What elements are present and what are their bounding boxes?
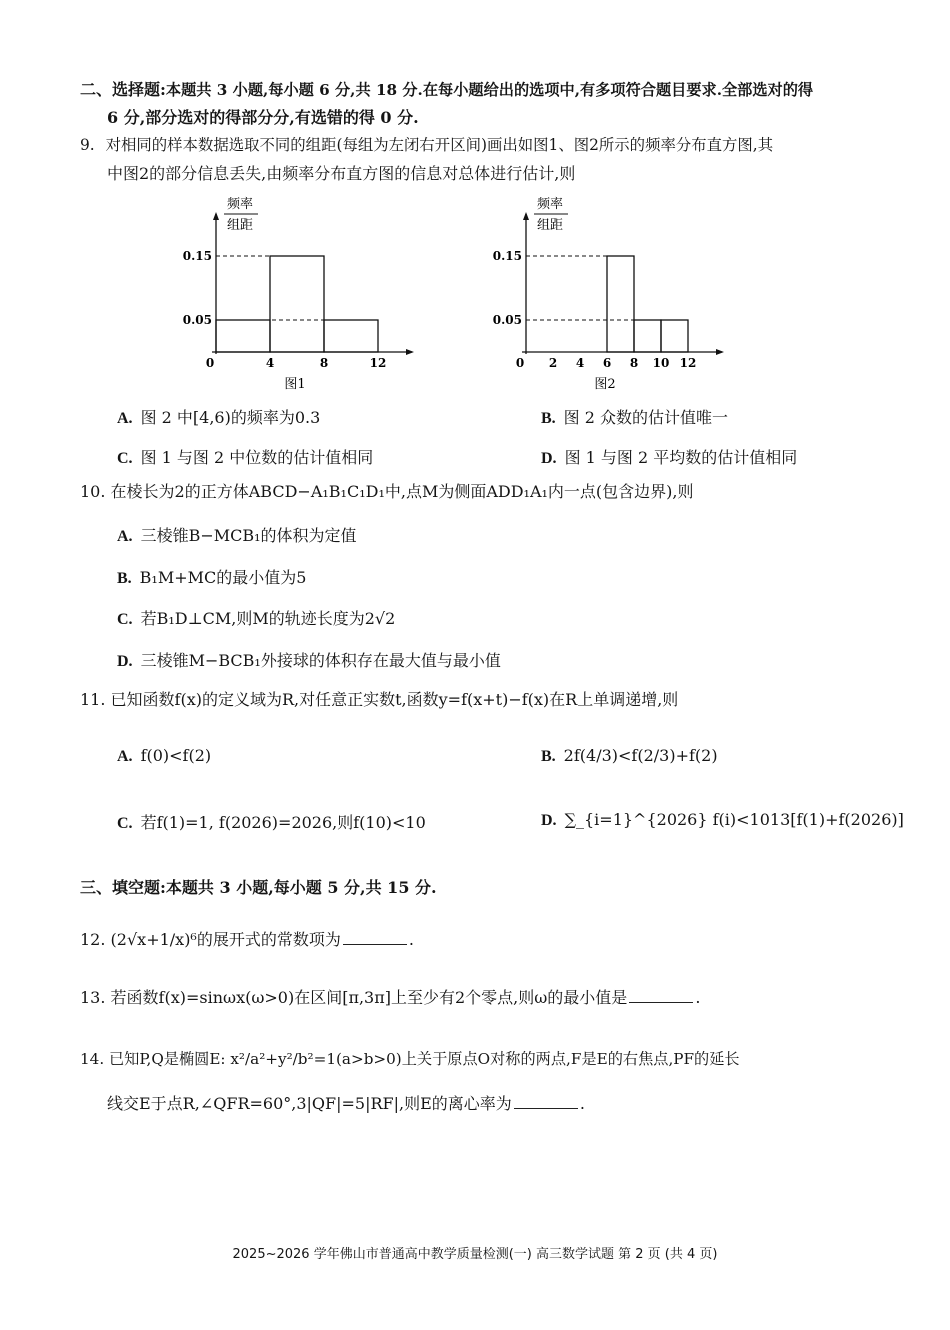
chart1-x-axis-arrow xyxy=(406,349,414,355)
q10-option-b-label: B. xyxy=(117,570,132,587)
q12-end: . xyxy=(408,930,414,949)
q10-option-d xyxy=(117,648,501,671)
q11-number: 11. xyxy=(80,690,106,709)
q9-option-b xyxy=(541,405,728,428)
q11-option-a-text: f(0)<f(2) xyxy=(140,746,212,765)
chart1-x-tick-label: 4 xyxy=(265,356,275,370)
chart1-plot xyxy=(183,212,414,370)
q10-option-a-text: 三棱锥B−MCB₁的体积为定值 xyxy=(140,526,357,545)
section2-header xyxy=(80,80,813,99)
q11-option-a xyxy=(117,746,211,766)
section2-instructions-line1: 本题共 3 小题,每小题 6 分,共 18 分.在每小题给出的选项中,有多项符合题目要求.全部选对的得 xyxy=(165,81,814,99)
section3-header xyxy=(80,878,437,897)
chart1-y-tick-label: 0.05 xyxy=(182,313,212,327)
chart2-x-tick-label: 6 xyxy=(602,356,612,370)
chart1-title: 图1 xyxy=(284,377,306,392)
chart2-x-tick-label: 4 xyxy=(575,356,585,370)
chart2-bar xyxy=(634,320,661,352)
chart2-plot xyxy=(493,212,724,370)
chart1-bar xyxy=(270,256,324,352)
q12 xyxy=(80,930,414,949)
q9-option-a-text: 图 2 中[4,6)的频率为0.3 xyxy=(140,408,321,427)
q13-number: 13. xyxy=(80,988,106,1007)
q9-option-b-text: 图 2 众数的估计值唯一 xyxy=(563,408,729,427)
q11-stem xyxy=(80,690,678,709)
q9-number: 9. xyxy=(80,136,95,154)
q10-option-a-label: A. xyxy=(117,528,133,545)
q11-option-d-label: D. xyxy=(541,812,557,829)
q11-option-c-text: 若f(1)=1, f(2026)=2026,则f(10)<10 xyxy=(140,813,426,832)
q9-option-c-text: 图 1 与图 2 中位数的估计值相同 xyxy=(140,448,374,467)
q12-answer-blank[interactable] xyxy=(343,930,407,945)
histogram-figure-1 xyxy=(180,192,430,397)
chart2-ylabel-bottom: 组距 xyxy=(537,218,564,233)
q12-number: 12. xyxy=(80,930,106,949)
q9-stem-line1 xyxy=(80,136,773,154)
q12-text: (2√x+1/x)⁶的展开式的常数项为 xyxy=(110,930,341,949)
chart2-x-tick-label: 2 xyxy=(548,356,558,370)
q11-text: 已知函数f(x)的定义域为R,对任意正实数t,函数y=f(x+t)−f(x)在R上单调递增,则 xyxy=(110,690,679,709)
q10-number: 10. xyxy=(80,482,106,501)
chart1-y-tick-label: 0.15 xyxy=(182,249,212,263)
q11-option-c-label: C. xyxy=(117,815,133,832)
chart2-x-axis-arrow xyxy=(716,349,724,355)
q10-option-d-label: D. xyxy=(117,653,133,670)
chart2-bar xyxy=(607,256,634,352)
q9-option-d-text: 图 1 与图 2 平均数的估计值相同 xyxy=(564,448,798,467)
q10-option-c-label: C. xyxy=(117,611,133,628)
q10-stem xyxy=(80,482,694,501)
page-footer: 2025~2026 学年佛山市普通高中教学质量检测(一) 高三数学试题 第 2 页 (共 4 页) xyxy=(232,1247,718,1262)
chart2-ylabel-top: 频率 xyxy=(537,197,564,212)
q9-text1: 对相同的样本数据选取不同的组距(每组为左闭右开区间)画出如图1、图2所示的频率分布直方图,其 xyxy=(105,136,774,154)
q10-text: 在棱长为2的正方体ABCD−A₁B₁C₁D₁中,点M为侧面ADD₁A₁内一点(包含边界),则 xyxy=(110,482,694,501)
q14-text2: 线交E于点R,∠QFR=60°,3|QF|=5|RF|,则E的离心率为 xyxy=(107,1094,512,1113)
section2-instructions-line2: 6 分,部分选对的得部分分,有选错的得 0 分. xyxy=(107,108,419,127)
q9-option-c xyxy=(117,445,373,468)
chart1-ylabel-bottom: 组距 xyxy=(227,218,254,233)
q13 xyxy=(80,988,700,1007)
q11-option-b-text: 2f(4/3)<f(2/3)+f(2) xyxy=(563,746,718,765)
chart2-title: 图2 xyxy=(594,377,616,392)
q9-text2: 中图2的部分信息丢失,由频率分布直方图的信息对总体进行估计,则 xyxy=(107,164,576,183)
q13-answer-blank[interactable] xyxy=(629,988,693,1003)
chart2-bar xyxy=(661,320,688,352)
q14-end: . xyxy=(579,1094,585,1113)
q10-option-d-text: 三棱锥M−BCB₁外接球的体积存在最大值与最小值 xyxy=(140,651,501,670)
chart2-origin-label: 0 xyxy=(515,356,525,370)
q11-option-b-label: B. xyxy=(541,748,556,765)
chart1-y-axis-arrow xyxy=(213,212,219,220)
q10-option-c xyxy=(117,606,395,629)
q14-line2 xyxy=(107,1094,585,1113)
q9-option-c-label: C. xyxy=(117,450,133,467)
histogram-figure-2 xyxy=(490,192,740,397)
q13-end: . xyxy=(695,988,701,1007)
chart2-x-tick-label: 12 xyxy=(679,356,697,370)
chart1-origin-label: 0 xyxy=(205,356,215,370)
q9-option-a xyxy=(117,405,320,428)
q11-option-c xyxy=(117,810,426,833)
q11-option-b xyxy=(541,746,718,766)
q9-option-d-label: D. xyxy=(541,450,557,467)
q11-option-d-text: ∑_{i=1}^{2026} f(i)<1013[f(1)+f(2026)] xyxy=(564,810,904,829)
section3-instructions: 本题共 3 小题,每小题 5 分,共 15 分. xyxy=(165,878,437,897)
q10-option-b xyxy=(117,565,306,588)
chart2-y-tick-label: 0.05 xyxy=(492,313,522,327)
q10-option-b-text: B₁M+MC的最小值为5 xyxy=(139,568,307,587)
q13-text: 若函数f(x)=sinωx(ω>0)在区间[π,3π]上至少有2个零点,则ω的最小值是 xyxy=(110,988,628,1007)
q11-option-d xyxy=(541,810,904,830)
chart1-x-tick-label: 8 xyxy=(319,356,329,370)
section2-title: 二、选择题: xyxy=(80,80,166,99)
q10-option-c-text: 若B₁D⊥CM,则M的轨迹长度为2√2 xyxy=(140,609,396,628)
q11-option-a-label: A. xyxy=(117,748,133,765)
q14-line1 xyxy=(80,1050,740,1068)
chart1-ylabel-top: 频率 xyxy=(227,197,254,212)
q10-option-a xyxy=(117,523,357,546)
chart2-x-tick-label: 10 xyxy=(652,356,670,370)
q14-text1: 已知P,Q是椭圆E: x²/a²+y²/b²=1(a>b>0)上关于原点O对称的两点,F是E的右焦点,PF的延长 xyxy=(108,1050,740,1068)
chart2-x-tick-label: 8 xyxy=(629,356,639,370)
q14-number: 14. xyxy=(80,1050,105,1068)
q9-option-d xyxy=(541,445,797,468)
q9-option-a-label: A. xyxy=(117,410,133,427)
chart2-y-tick-label: 0.15 xyxy=(492,249,522,263)
q9-option-b-label: B. xyxy=(541,410,556,427)
q14-answer-blank[interactable] xyxy=(514,1094,578,1109)
section3-title: 三、填空题: xyxy=(80,878,166,897)
chart2-y-axis-arrow xyxy=(523,212,529,220)
chart1-bar xyxy=(324,320,378,352)
chart1-bar xyxy=(216,320,270,352)
chart1-x-tick-label: 12 xyxy=(369,356,387,370)
